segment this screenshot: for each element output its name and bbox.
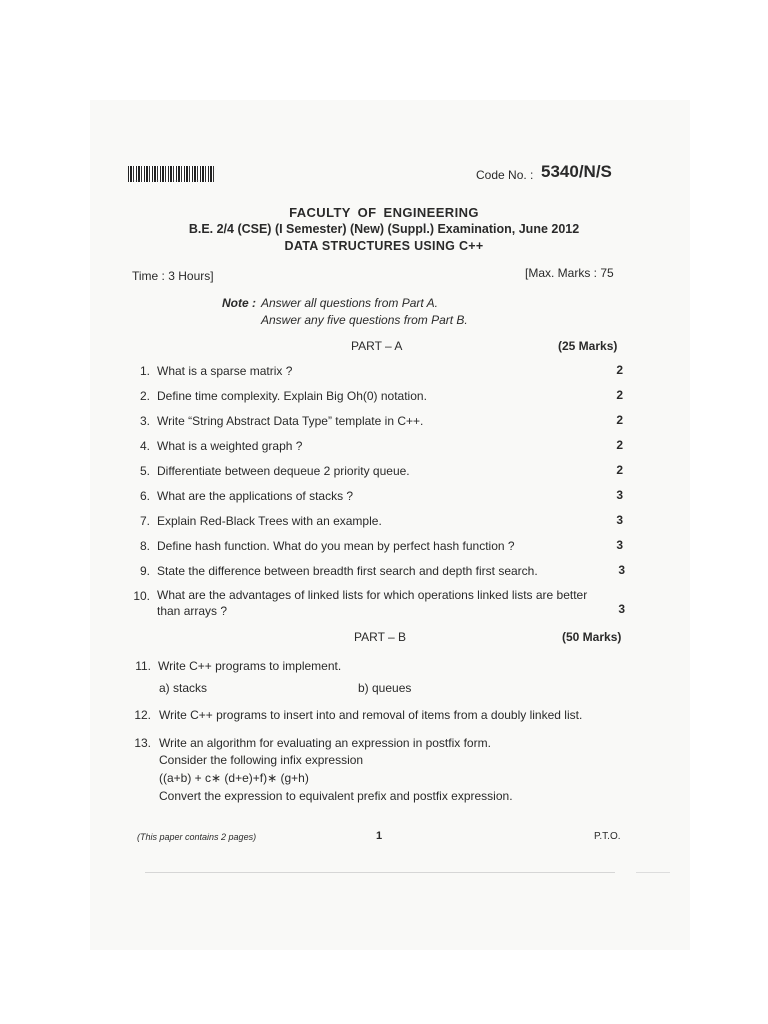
question-number: 8. [139,539,150,553]
infix-expression: ((a+b) + c∗ (d+e)+f)∗ (g+h) [159,771,309,785]
question-text-continued: than arrays ? [157,604,228,618]
question-marks: 2 [616,463,623,477]
question-text: Write an algorithm for evaluating an expression in postfix form. [159,736,491,750]
question-marks: 2 [616,363,623,377]
question-option-a: a) stacks [159,681,208,695]
question-text: State the difference between breadth first search and depth first search. [157,564,538,578]
question-text: Explain Red-Black Trees with an example. [157,514,382,528]
question-number: 1. [139,364,150,378]
max-marks: [Max. Marks : 75 [525,266,614,280]
question-text: Write “String Abstract Data Type” template in C++. [157,414,424,428]
question-option-b: b) queues [358,681,412,695]
question-marks: 3 [618,602,625,616]
question-number: 5. [139,464,150,478]
question-text-line: Convert the expression to equivalent prefix and postfix expression. [159,789,513,803]
question-number: 13. [134,736,151,750]
note-line-1: Answer all questions from Part A. [261,296,438,310]
question-marks: 3 [616,513,623,527]
question-text: What are the applications of stacks ? [157,489,354,503]
barcode-image [128,166,214,182]
page-count-note: (This paper contains 2 pages) [137,832,257,842]
question-marks: 2 [616,388,623,402]
question-number: 7. [139,514,150,528]
question-text: What is a weighted graph ? [157,439,303,453]
question-text: Write C++ programs to implement. [158,659,342,673]
question-text: Write C++ programs to insert into and removal of items from a doubly linked list. [159,708,583,722]
question-text: Define time complexity. Explain Big Oh(0) notation. [157,389,427,403]
question-text: Define hash function. What do you mean by perfect hash function ? [157,539,515,553]
part-b-marks: (50 Marks) [562,630,622,644]
part-a-marks: (25 Marks) [558,339,618,353]
question-text-line: Consider the following infix expression [159,753,364,767]
divider-line [145,872,615,873]
question-number: 11. [135,659,151,673]
question-text: Differentiate between dequeue 2 priority queue. [157,464,410,478]
question-marks: 2 [616,413,623,427]
time-allowed: Time : 3 Hours] [132,269,214,283]
part-b-title: PART – B [354,630,407,644]
question-number: 9. [139,564,150,578]
faculty-heading: FACULTY OF ENGINEERING [289,205,479,220]
code-label: Code No. : [476,168,534,182]
code-number: 5340/N/S [541,162,612,181]
part-a-title: PART – A [351,339,403,353]
subject-heading: DATA STRUCTURES USING C++ [284,239,484,253]
page-number: 1 [376,830,383,842]
question-number: 2. [139,389,150,403]
question-number: 4. [139,439,150,453]
question-marks: 2 [616,438,623,452]
note-line-2: Answer any five questions from Part B. [261,313,468,327]
question-number: 6. [139,489,150,503]
exam-heading: B.E. 2/4 (CSE) (I Semester) (New) (Suppl.) Examination, June 2012 [188,222,580,236]
pto-label: P.T.O. [594,831,621,842]
question-number: 10. [133,589,150,603]
question-text: What are the advantages of linked lists for which operations linked lists are better [157,588,588,602]
question-number: 12. [134,708,151,722]
divider-line [636,872,670,873]
note-label: Note : [222,296,256,310]
question-marks: 3 [618,563,625,577]
question-number: 3. [139,414,150,428]
question-marks: 3 [616,488,623,502]
question-text: What is a sparse matrix ? [157,364,293,378]
question-marks: 3 [616,538,623,552]
